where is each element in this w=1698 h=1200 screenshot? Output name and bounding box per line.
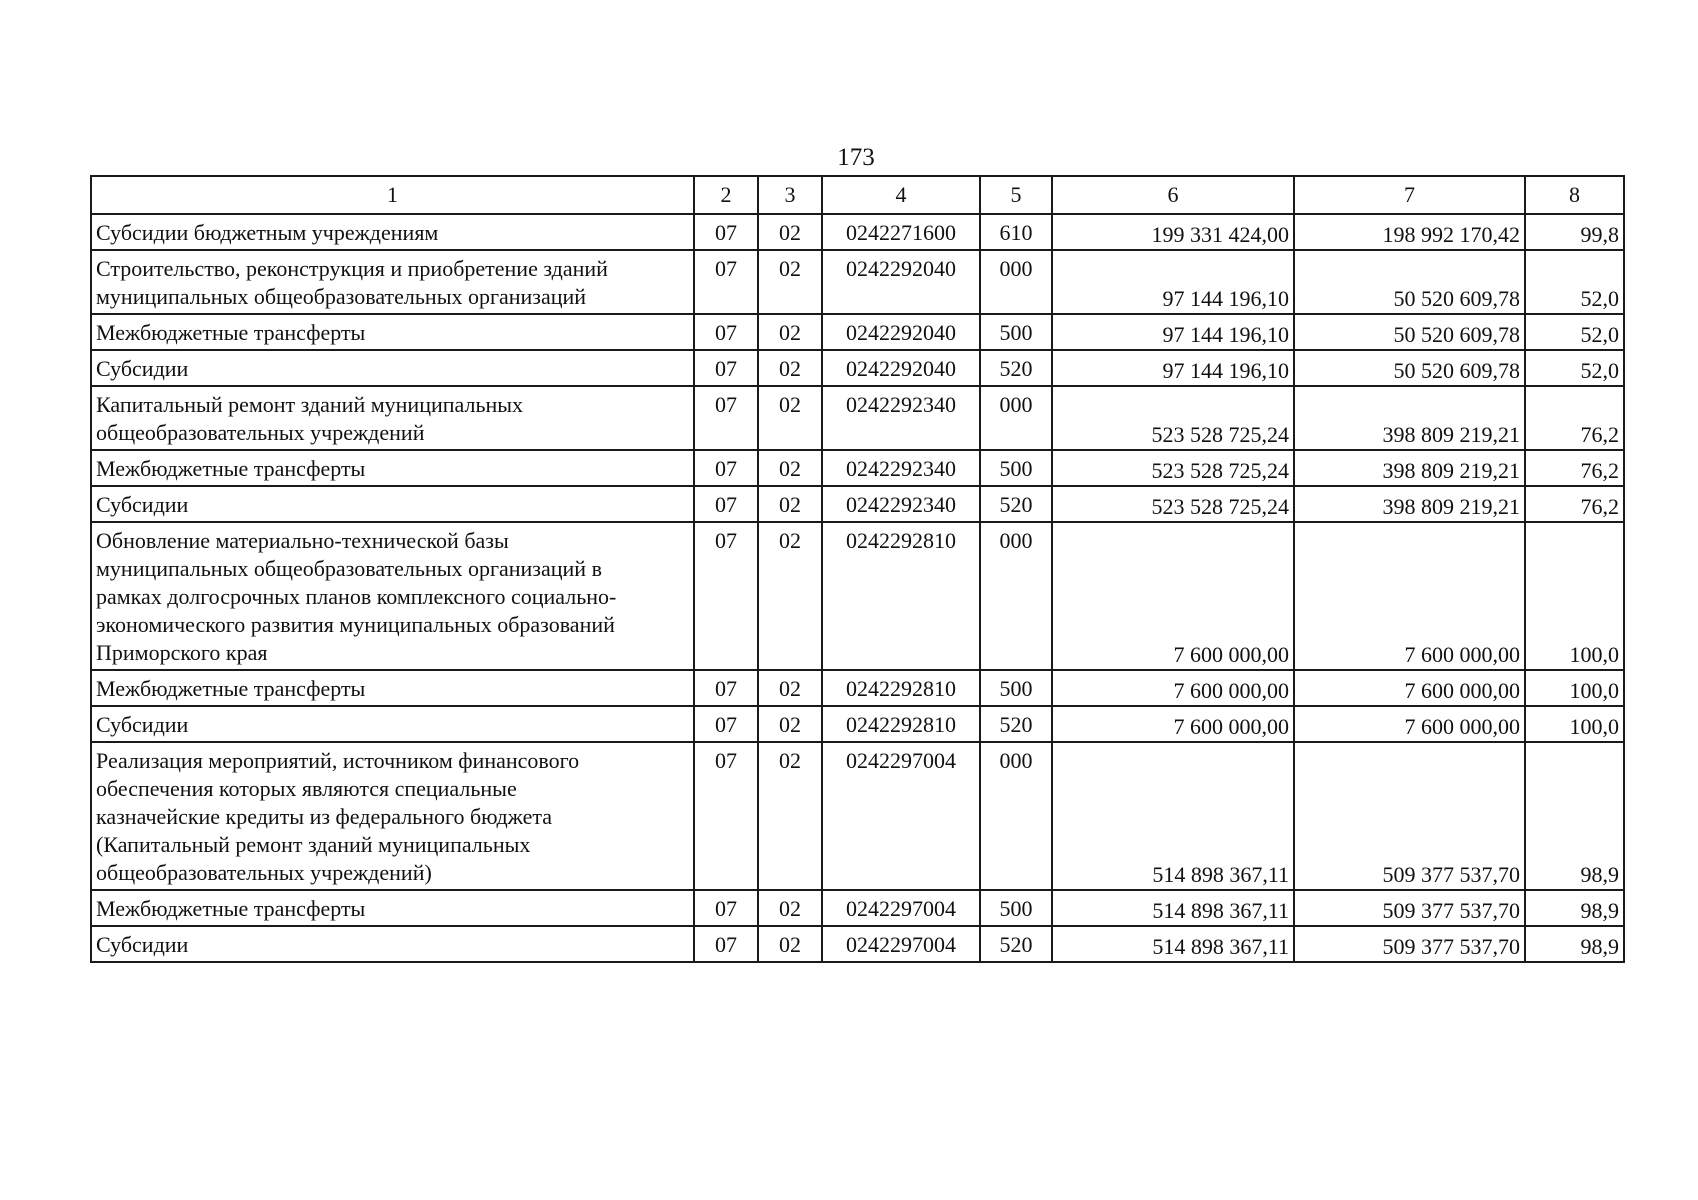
section-code-cell: 07 [694, 450, 758, 486]
execution-percent-cell: 76,2 [1525, 486, 1624, 522]
planned-amount-cell: 7 600 000,00 [1052, 670, 1294, 706]
executed-amount-cell: 7 600 000,00 [1294, 670, 1525, 706]
section-code-cell: 07 [694, 522, 758, 670]
column-header-4: 4 [822, 176, 980, 214]
target-article-cell: 0242271600 [822, 214, 980, 250]
section-code-cell: 07 [694, 486, 758, 522]
expense-type-cell: 500 [980, 314, 1052, 350]
table-row [91, 742, 1624, 890]
section-code-cell: 07 [694, 926, 758, 962]
column-header-8: 8 [1525, 176, 1624, 214]
execution-percent-cell: 52,0 [1525, 350, 1624, 386]
row-name-cell: Субсидии [91, 486, 694, 522]
subsection-code-cell: 02 [758, 522, 822, 670]
expense-type-cell: 520 [980, 706, 1052, 742]
section-code-cell: 07 [694, 250, 758, 314]
expense-type-cell: 000 [980, 742, 1052, 890]
column-header-2: 2 [694, 176, 758, 214]
table-row [91, 250, 1624, 314]
expense-type-cell: 520 [980, 486, 1052, 522]
subsection-code-cell: 02 [758, 450, 822, 486]
executed-amount-cell: 398 809 219,21 [1294, 486, 1525, 522]
row-name-cell: Субсидии [91, 350, 694, 386]
target-article-cell: 0242297004 [822, 890, 980, 926]
table-row [91, 214, 1624, 250]
subsection-code-cell: 02 [758, 486, 822, 522]
target-article-cell: 0242297004 [822, 742, 980, 890]
section-code-cell: 07 [694, 350, 758, 386]
table-body [91, 176, 1624, 962]
column-header-7: 7 [1294, 176, 1525, 214]
table-row [91, 450, 1624, 486]
header-row [91, 176, 1624, 214]
table-row [91, 890, 1624, 926]
subsection-code-cell: 02 [758, 742, 822, 890]
target-article-cell: 0242292340 [822, 450, 980, 486]
expense-type-cell: 500 [980, 890, 1052, 926]
execution-percent-cell: 76,2 [1525, 386, 1624, 450]
executed-amount-cell: 50 520 609,78 [1294, 250, 1525, 314]
subsection-code-cell: 02 [758, 670, 822, 706]
execution-percent-cell: 100,0 [1525, 670, 1624, 706]
subsection-code-cell: 02 [758, 890, 822, 926]
target-article-cell: 0242292040 [822, 350, 980, 386]
planned-amount-cell: 97 144 196,10 [1052, 350, 1294, 386]
planned-amount-cell: 523 528 725,24 [1052, 386, 1294, 450]
table-row [91, 486, 1624, 522]
section-code-cell: 07 [694, 890, 758, 926]
target-article-cell: 0242292040 [822, 314, 980, 350]
section-code-cell: 07 [694, 742, 758, 890]
expense-type-cell: 000 [980, 250, 1052, 314]
subsection-code-cell: 02 [758, 926, 822, 962]
execution-percent-cell: 52,0 [1525, 250, 1624, 314]
planned-amount-cell: 7 600 000,00 [1052, 522, 1294, 670]
target-article-cell: 0242292040 [822, 250, 980, 314]
subsection-code-cell: 02 [758, 314, 822, 350]
expense-type-cell: 520 [980, 926, 1052, 962]
target-article-cell: 0242292340 [822, 386, 980, 450]
target-article-cell: 0242292340 [822, 486, 980, 522]
planned-amount-cell: 514 898 367,11 [1052, 926, 1294, 962]
table-row [91, 314, 1624, 350]
row-name-cell: Субсидии [91, 706, 694, 742]
row-name-cell: Капитальный ремонт зданий муниципальных общеобразовательных учреждений [91, 386, 694, 450]
column-header-3: 3 [758, 176, 822, 214]
row-name-cell: Строительство, реконструкция и приобретение зданий муниципальных общеобразовательных организаций [91, 250, 694, 314]
expense-type-cell: 500 [980, 670, 1052, 706]
row-name-cell: Субсидии [91, 926, 694, 962]
execution-percent-cell: 98,9 [1525, 890, 1624, 926]
subsection-code-cell: 02 [758, 386, 822, 450]
executed-amount-cell: 398 809 219,21 [1294, 386, 1525, 450]
executed-amount-cell: 398 809 219,21 [1294, 450, 1525, 486]
section-code-cell: 07 [694, 386, 758, 450]
expense-type-cell: 610 [980, 214, 1052, 250]
section-code-cell: 07 [694, 314, 758, 350]
executed-amount-cell: 509 377 537,70 [1294, 890, 1525, 926]
target-article-cell: 0242292810 [822, 706, 980, 742]
row-name-cell: Межбюджетные трансферты [91, 670, 694, 706]
table-row [91, 926, 1624, 962]
budget-table [90, 175, 1625, 963]
section-code-cell: 07 [694, 670, 758, 706]
subsection-code-cell: 02 [758, 706, 822, 742]
planned-amount-cell: 97 144 196,10 [1052, 250, 1294, 314]
executed-amount-cell: 509 377 537,70 [1294, 742, 1525, 890]
column-header-6: 6 [1052, 176, 1294, 214]
expense-type-cell: 000 [980, 386, 1052, 450]
execution-percent-cell: 98,9 [1525, 742, 1624, 890]
column-header-1: 1 [91, 176, 694, 214]
row-name-cell: Межбюджетные трансферты [91, 450, 694, 486]
expense-type-cell: 500 [980, 450, 1052, 486]
table-row [91, 350, 1624, 386]
executed-amount-cell: 7 600 000,00 [1294, 706, 1525, 742]
subsection-code-cell: 02 [758, 250, 822, 314]
executed-amount-cell: 50 520 609,78 [1294, 350, 1525, 386]
section-code-cell: 07 [694, 706, 758, 742]
planned-amount-cell: 523 528 725,24 [1052, 450, 1294, 486]
planned-amount-cell: 514 898 367,11 [1052, 890, 1294, 926]
table-row [91, 670, 1624, 706]
expense-type-cell: 520 [980, 350, 1052, 386]
page-number: 173 [837, 144, 875, 171]
execution-percent-cell: 100,0 [1525, 522, 1624, 670]
row-name-cell: Субсидии бюджетным учреждениям [91, 214, 694, 250]
execution-percent-cell: 99,8 [1525, 214, 1624, 250]
row-name-cell: Межбюджетные трансферты [91, 890, 694, 926]
target-article-cell: 0242292810 [822, 670, 980, 706]
planned-amount-cell: 514 898 367,11 [1052, 742, 1294, 890]
execution-percent-cell: 98,9 [1525, 926, 1624, 962]
row-name-cell: Межбюджетные трансферты [91, 314, 694, 350]
executed-amount-cell: 50 520 609,78 [1294, 314, 1525, 350]
row-name-cell: Реализация мероприятий, источником финансового обеспечения которых являются специальные казначейские кредиты из федерального бюджета (Капитальный ремонт зданий муниципальных общеобразовательных учреждений) [91, 742, 694, 890]
table-row [91, 386, 1624, 450]
execution-percent-cell: 76,2 [1525, 450, 1624, 486]
planned-amount-cell: 7 600 000,00 [1052, 706, 1294, 742]
table-row [91, 706, 1624, 742]
execution-percent-cell: 52,0 [1525, 314, 1624, 350]
subsection-code-cell: 02 [758, 214, 822, 250]
planned-amount-cell: 523 528 725,24 [1052, 486, 1294, 522]
table-row [91, 522, 1624, 670]
section-code-cell: 07 [694, 214, 758, 250]
target-article-cell: 0242292810 [822, 522, 980, 670]
execution-percent-cell: 100,0 [1525, 706, 1624, 742]
target-article-cell: 0242297004 [822, 926, 980, 962]
row-name-cell: Обновление материально-технической базы муниципальных общеобразовательных организаций в рамках долгосрочных планов комплексного социально- экономического развития муниципальных образований Приморского края [91, 522, 694, 670]
subsection-code-cell: 02 [758, 350, 822, 386]
planned-amount-cell: 97 144 196,10 [1052, 314, 1294, 350]
planned-amount-cell: 199 331 424,00 [1052, 214, 1294, 250]
executed-amount-cell: 7 600 000,00 [1294, 522, 1525, 670]
expense-type-cell: 000 [980, 522, 1052, 670]
executed-amount-cell: 509 377 537,70 [1294, 926, 1525, 962]
executed-amount-cell: 198 992 170,42 [1294, 214, 1525, 250]
column-header-5: 5 [980, 176, 1052, 214]
